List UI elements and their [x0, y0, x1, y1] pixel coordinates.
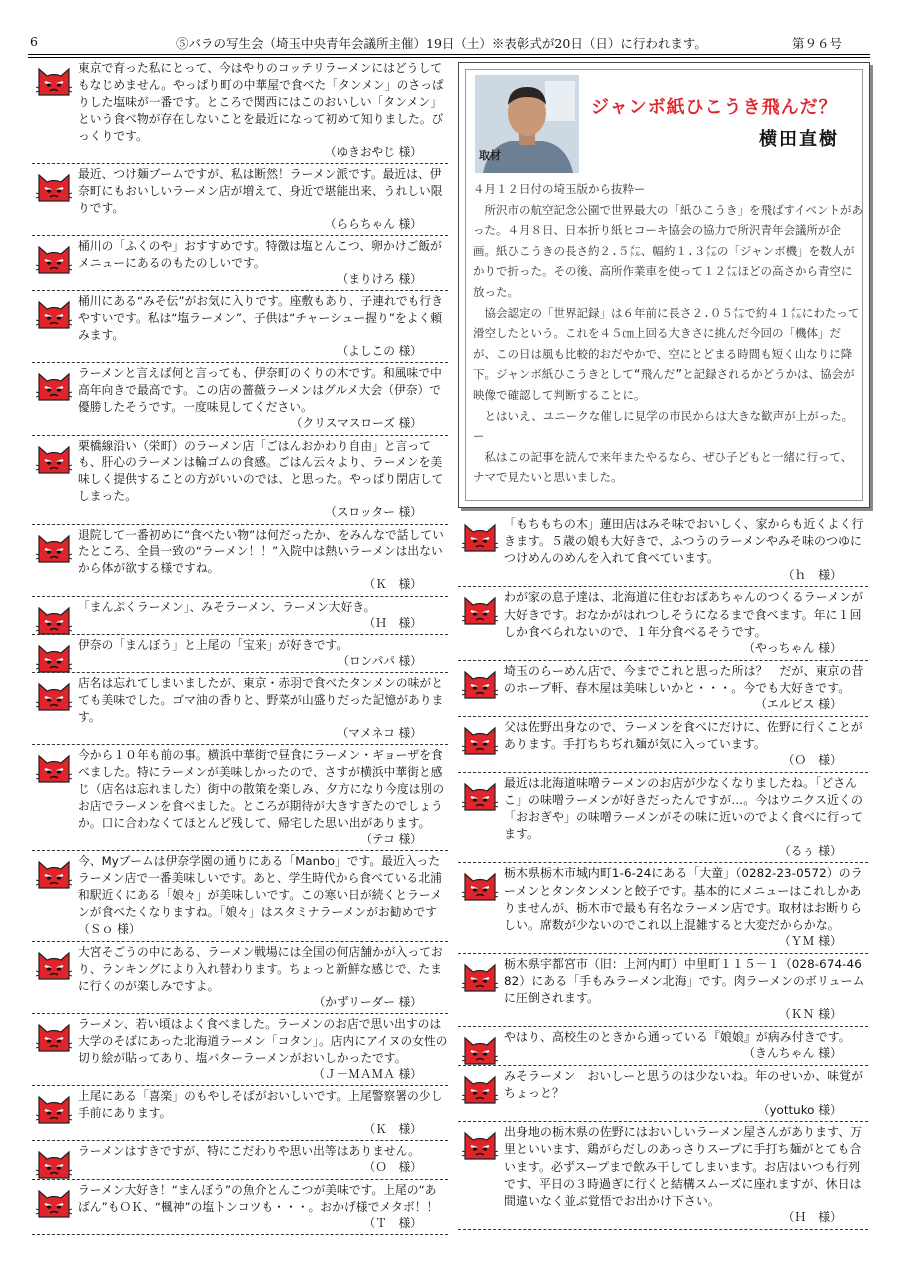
reader-comment: [32, 293, 448, 361]
issue-number: 第９６号: [792, 36, 843, 51]
comment-text: 桶川にある“みそ伝”がお気に入りです。座敷もあり、子連れでも行きやすいです。私は“塩ラーメン”、子供は“チャーシュー握り”をよく頼みます。: [78, 294, 443, 343]
reader-comment: [458, 775, 868, 862]
cat-face-icon: [36, 602, 72, 636]
comment-signature: （Ｋ 様）: [363, 1121, 422, 1136]
comment-text: やはり、高校生のときから通っている『娘娘』が病み付きです。: [504, 1030, 851, 1045]
left-column: [32, 60, 448, 1237]
comment-text: 大宮そごうの中にある、ラーメン戦場には全国の何店舗かが入っており、ランキングにより入れ替わります。ちょっと新鮮な感じで、たまに行くのが楽しみですよ。: [78, 944, 443, 993]
reader-comment: [458, 956, 868, 1025]
cat-face-icon: [36, 1019, 72, 1053]
comment-signature: （ゆきおやじ 様）: [324, 144, 422, 159]
reader-comment: [458, 719, 868, 771]
header-rule: [28, 54, 870, 58]
reader-comment: [32, 1088, 448, 1139]
cat-face-icon: [462, 959, 498, 993]
reader-comment: [458, 516, 868, 585]
cat-face-icon: [462, 868, 498, 902]
comment-signature: （よしこの 様）: [336, 344, 422, 358]
comment-signature: （ｈ 様）: [782, 567, 842, 582]
comment-signature: （Ｊ－ＭＡＭＡ 様）: [313, 1066, 422, 1081]
reader-comment: [458, 1124, 868, 1228]
comment-signature: （マメネコ 様）: [336, 726, 422, 741]
comment-text: 上尾にある「喜楽」のもやしそばがおいしいです。上尾警察署の少し手前にあります。: [78, 1089, 443, 1121]
reader-comment: [458, 1029, 868, 1064]
comment-text: 東京で育った私にとって、今はやりのコッテリラーメンにはどうしてもなじめません。やっぱり町の中華屋で食べた「タンメン」のさっぱりした塩味が一番です。ところで関西にはこのおいしい「タンメン」という食べ物が存在しないことを最近になって初めて知りました。びっくりです。: [78, 61, 444, 143]
cat-face-icon: [36, 1146, 72, 1180]
cat-face-icon: [36, 63, 72, 97]
comment-text: 最近は北海道味噌ラーメンのお店が少なくなりましたね。「どさんこ」の味噌ラーメンが好きだったんですが…。今はウニクス近くの「おおぎや」の味噌ラーメンがその味に近いのでよく食べに行ってます。: [504, 775, 864, 842]
cat-face-icon: [462, 778, 498, 812]
reader-comment: [32, 527, 448, 595]
reader-comment: [458, 663, 868, 715]
cat-face-icon: [462, 519, 498, 553]
column-paragraph: 私はこの記事を読んで来年またやるなら、ぜひ子どもと一緒に行って、ナマで見たいと思いました。: [473, 449, 853, 485]
comment-signature: （やっちゃん 様）: [743, 640, 842, 655]
reader-comment: [32, 944, 448, 1012]
comment-signature: （yottuko 様）: [757, 1102, 842, 1117]
comment-text: 栗橋線沿い（栄町）のラーメン店「ごはんおかわり自由」と言っても、肝心のラーメンは輪ゴムの食感。ごはん云々より、ラーメンを美味しく提供することの方がいいのでは、と思った。やっぱり閉店してしまった。: [78, 438, 444, 504]
comment-signature: （ららちゃん 様）: [324, 216, 422, 231]
cat-face-icon: [36, 241, 72, 275]
cat-face-icon: [462, 666, 498, 700]
comment-signature: （ＹＭ 様）: [778, 934, 842, 949]
comment-signature: （るぅ 様）: [778, 843, 842, 858]
comment-signature: （クリスマスローズ 様）: [290, 416, 422, 431]
cat-face-icon: [462, 722, 498, 756]
comment-signature: （Ｈ 様）: [782, 1210, 842, 1225]
cat-face-icon: [36, 530, 72, 564]
reader-comment: [32, 166, 448, 234]
column-paragraph: 所沢市の航空記念公園で世界最大の「紙ひこうき」を飛ばすイベントがあった。４月８日、日本折り紙ヒコーキ協会の協力で所沢青年会議所が企画。紙ひこうきの長さ約２.５㍍、幅約１.３㍍の「ジャンボ機」を数人がかりで折った。その後、高所作業車を使って１２㍍ほどの高さから青空に放った。: [473, 202, 863, 299]
cat-face-icon: [462, 592, 498, 626]
cat-face-icon: [36, 640, 72, 674]
comment-signature: （かずリーダー 様）: [313, 994, 422, 1009]
reader-comment: [32, 60, 448, 162]
cat-face-icon: [462, 1127, 498, 1161]
comment-signature: （エルビス 様）: [754, 697, 842, 712]
author-photo: [475, 75, 579, 173]
cat-face-icon: [36, 368, 72, 402]
comment-signature: （Ｈ 様）: [363, 615, 422, 630]
cat-face-icon: [36, 947, 72, 981]
comment-text: 今、Myブームは伊奈学園の通りにある「Manbo」です。最近入ったラーメン店で一番美味しいです。あと、学生時代から食べている北浦和駅近くにある「娘々」が美味しいです。この寒い日が続くとラーメンが食べたくなりますね。「娘々」はスタミナラーメンがお勧めです（Ｓｏ 様）: [78, 854, 442, 936]
comment-signature: （Ｏ 様）: [363, 1160, 422, 1175]
reader-comment: [32, 1182, 448, 1233]
cat-face-icon: [36, 1091, 72, 1125]
cat-face-icon: [462, 1032, 498, 1066]
comment-text: 最近、つけ麺ブームですが、私は断然！ラーメン派です。最近は、伊奈町にもおいしいラーメン店が増えて、身近で堪能出来、うれしい限りです。: [78, 166, 443, 215]
comment-text: 伊奈の「まんぼう」と上尾の「宝来」が好きです。: [78, 638, 349, 652]
reader-comment: [32, 438, 448, 523]
comment-text: 桶川の「ふくのや」おすすめです。特徴は塩とんこつ、卵かけご飯がメニューにあるのもたのしいです。: [78, 239, 442, 270]
reader-comment: [32, 599, 448, 633]
comment-text: ラーメンはすきですが、特にこだわりや思い出等はありません。: [78, 1144, 420, 1159]
event-note: ⑤バラの写生会（埼玉中央青年会議所主催）19日（土）※表彰式が20日（日）に行われます。: [176, 36, 707, 51]
reader-comment: [32, 1016, 448, 1084]
comment-text: 店名は忘れてしまいましたが、東京・赤羽で食べたタンメンの味がとても美味でした。ゴマ油の香りと、野菜が山盛りだった記憶があります。: [78, 676, 444, 725]
column-title: ジャンボ紙ひこうき飛んだ？: [591, 97, 838, 118]
cat-face-icon: [36, 678, 72, 712]
cat-face-icon: [36, 169, 72, 203]
comment-text: みそラーメン おいしーと思うのは少ないね。年のせいか、味覚がちょっと？: [504, 1069, 864, 1101]
page-number: 6: [30, 34, 38, 49]
column-paragraph: ４月１２日付の埼玉版から抜粋ー: [473, 182, 646, 196]
comment-text: 「まんぷくラーメン」、みそラーメン、ラーメン大好き。: [78, 599, 376, 614]
reader-comment: [32, 1143, 448, 1177]
column-paragraph: とはいえ、ユニークな催しに見学の市民からは大きな歓声が上がった。ー: [473, 408, 854, 444]
comment-text: わが家の息子達は、北海道に住むおばあちゃんのつくるラーメンが大好きです。おなかがはれつしそうになるまで食べます。年に１回しか食べられないので、１年分食べるそうです。: [504, 590, 864, 639]
comment-signature: （Ｔ 様）: [363, 1215, 422, 1230]
comment-signature: （ＫＮ 様）: [778, 1007, 842, 1022]
comment-signature: （きんちゃん 様）: [743, 1046, 842, 1061]
comment-signature: （テコ 様）: [360, 831, 422, 846]
comment-signature: （Ｏ 様）: [782, 753, 842, 768]
cat-face-icon: [36, 1185, 72, 1219]
column-body: [473, 179, 863, 488]
right-column: [458, 516, 868, 1232]
reader-comment: [458, 865, 868, 952]
cat-face-icon: [462, 1071, 498, 1105]
cat-face-icon: [36, 441, 72, 475]
reader-comment: [32, 747, 448, 849]
comment-text: ラーメン、若い頃はよく食べました。ラーメンのお店で思い出すのは大学のそばにあった北海道ラーメン「コタン」。店内にアイヌの女性の切り絵が貼ってあり、塩バターラーメンがおいしかったです。: [78, 1017, 448, 1065]
comment-text: ラーメンと言えば何と言っても、伊奈町のくりの木です。和風味で中高年向きで最高です。この店の薔薇ラーメンはグルメ大会（伊奈）で優勝したそうです。一度味見してください。: [78, 366, 442, 415]
comment-text: ラーメン大好き！“まんぼう”の魚介とんこつが美味です。上尾の“あばん”もＯＫ、“楓神”の塩トンコツも・・・。おかげ様でメタボ！！: [78, 1182, 439, 1214]
column-paragraph: 協会認定の「世界記録」は６年前に長さ２.０５㍍で約４１㍍にわたって滑空したという。これを４５㎝上回る大きさに挑んだ今回の「機体」だが、この日は風も比較的おだやかで、空にとどまる時間も短く山なりに降下。ジャンボ紙ひこうきとして“飛んだ”と記録されるかどうかは、協会が映像で確認して判断することに。: [473, 305, 860, 402]
reader-comment: [32, 365, 448, 433]
column-author: 横田直樹: [759, 129, 839, 150]
cat-face-icon: [36, 750, 72, 784]
comment-text: 退院して一番初めに“食べたい物”は何だったか、をみんなで話していたところ、全員一致の“ラーメン！！”入院中は熱いラーメンは出ないから体が欲する様ですね。: [78, 527, 444, 576]
comment-text: 埼玉のらーめん店で、今までこれと思った所は？ だが、東京の昔のホープ軒、春木屋は美味しいかと・・・。今でも大好きです。: [504, 663, 864, 695]
comment-signature: （ロンパパ 様）: [337, 653, 422, 668]
reader-comment: [458, 589, 868, 658]
reader-comment: [458, 1068, 868, 1120]
comment-signature: （Ｋ 様）: [363, 577, 422, 592]
comment-text: 父は佐野出身なので、ラーメンを食べにだけに、佐野に行くことがあります。手打ちちぢれ麺が気に入っています。: [504, 719, 863, 751]
comment-text: 栃木県栃木市城内町1-6-24にある「大童」（0282-23-0572）のラーメンとタンタンメンと餃子です。基本的にメニューはこれしかありませんが、栃木市で最も有名なラーメン店です。取材はお断りらしい。席数が少ないのでこれ以上混雑すると大変だからかな。: [504, 866, 863, 932]
comment-text: 出身地の栃木県の佐野にはおいしいラーメン屋さんがあります、万里といいます、鶏がらだしのあっさりスープに手打ち麺がとても合います。必ずスープまで飲み干してしまいます。お店はいつも行列です、平日の３時過ぎに行くと結構スムーズに座れますが、休日は間違いなく並ぶ覚悟でお出かけ下さい。: [504, 1125, 863, 1209]
comment-signature: （まりけろ 様）: [336, 271, 422, 286]
reader-comment: [32, 675, 448, 743]
cat-face-icon: [36, 856, 72, 890]
cat-face-icon: [36, 296, 72, 330]
reader-comment: [32, 238, 448, 289]
reader-comment: [32, 637, 448, 671]
comment-text: 今から１０年も前の事。横浜中華街で昼食にラーメン・ギョーザを食べました。特にラーメンが美味しかったので、さすが横浜中華街と感じ（店名は忘れました）街中の散策を楽しみ、夕方になり今度は別のお店でラーメンを食べました。ところが期待が大きすぎたのでしょうか。口に合わなくてほとんど残して、帰宅した思い出があります。: [78, 748, 445, 831]
comment-text: 「もちもちの木」蓮田店はみそ味でおいしく、家からも近くよく行きます。５歳の娘も大好きで、ふつうのラーメンやみそ味のつゆにつけめんのめんを入れて食べています。: [504, 517, 864, 566]
column-box: [458, 62, 870, 508]
comment-signature: （スロッター 様）: [325, 505, 422, 520]
reader-comment: [32, 853, 448, 940]
photo-caption: 取材: [479, 149, 501, 162]
comment-text: 栃木県宇都宮市（旧：上河内町）中里町１１５－１（028-674-4682）にある「手もみラーメン北海」です。肉ラーメンのボリュームに圧倒されます。: [504, 956, 865, 1006]
